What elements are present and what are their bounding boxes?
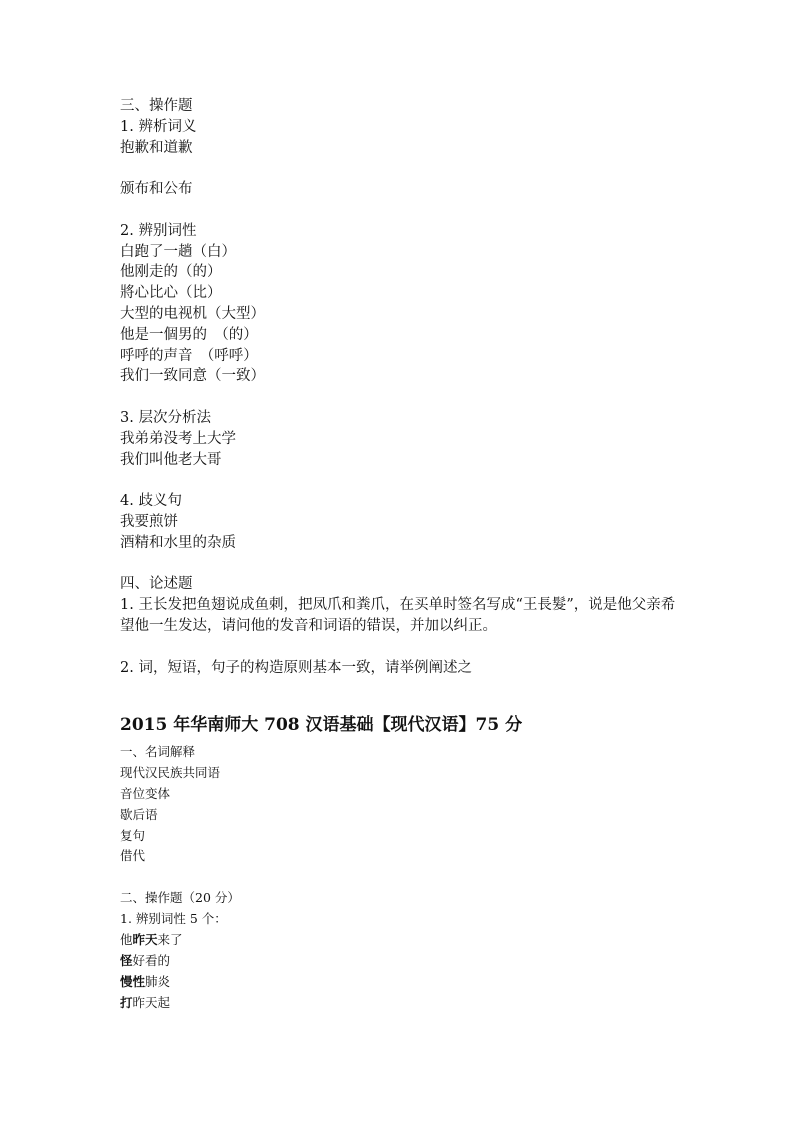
question-label: 2. 辨别词性 [120, 222, 197, 239]
question-item: 他刚走的（的） [120, 264, 222, 281]
essay-question: 2. 词，短语，句子的构造原则基本一致，请举例阐述之 [120, 659, 472, 676]
item-target-word: 慢性 [120, 973, 146, 989]
question-item: 呼呼的声音 （呼呼） [120, 347, 258, 364]
essay-question: 1. 王长发把鱼翅说成鱼刺，把凤爪和粪爪，在买单时签名写成“王長髮”，说是他父亲希望他一生发达，请问他的发音和词语的错误，并加以纠正。 [120, 597, 676, 634]
question-label: 1. 辨析词义 [120, 118, 197, 135]
item-target-word: 怪 [120, 952, 133, 968]
term-item: 借代 [120, 848, 146, 864]
word-class-item [120, 972, 240, 993]
question-label: 1. 辨别词性 5 个： [120, 911, 227, 927]
exam-section-a [120, 96, 680, 678]
section-heading-operation: 三、操作题 [120, 98, 193, 114]
word-class-item [120, 951, 240, 972]
question-item: 我弟弟没考上大学 [120, 430, 236, 447]
question-item: 他是一個男的 （的） [120, 326, 258, 343]
item-text: 肺炎 [145, 973, 171, 989]
item-text: 好看的 [132, 952, 171, 968]
question-item: 酒精和水里的杂质 [120, 534, 236, 551]
exam-title: 2015 年华南师大 708 汉语基础【现代汉语】75 分 [120, 715, 523, 735]
question-item: 大型的电视机（大型） [120, 305, 265, 322]
question-label: 3. 层次分析法 [120, 409, 211, 426]
word-class-item [120, 993, 240, 1014]
question-item: 我们叫他老大哥 [120, 451, 222, 468]
question-item: 我要煎饼 [120, 513, 178, 530]
item-target-word: 打 [120, 994, 133, 1010]
item-text: 昨天起 [132, 994, 171, 1010]
item-target-word: 昨天 [132, 932, 158, 948]
question-item: 抱歉和道歉 [120, 139, 193, 156]
question-item: 颁布和公布 [120, 181, 193, 198]
section-heading-terms: 一、名词解释 [120, 744, 196, 759]
question-label: 4. 歧义句 [120, 493, 182, 510]
section-heading-operation: 二、操作题（20 分） [120, 890, 240, 906]
item-text: 来了 [157, 932, 183, 948]
question-item: 我们一致同意（一致） [120, 368, 265, 385]
term-item: 复句 [120, 827, 146, 843]
item-text: 他 [120, 932, 133, 948]
word-class-item [120, 930, 240, 951]
term-item: 歇后语 [120, 806, 158, 822]
term-item: 音位变体 [120, 785, 171, 801]
question-item: 將心比心（比） [120, 285, 222, 302]
term-item: 现代汉民族共同语 [120, 764, 221, 780]
section-heading-essay: 四、论述题 [120, 576, 193, 593]
exam-section-b [120, 742, 240, 1014]
question-item: 白跑了一趟（白） [120, 243, 236, 260]
